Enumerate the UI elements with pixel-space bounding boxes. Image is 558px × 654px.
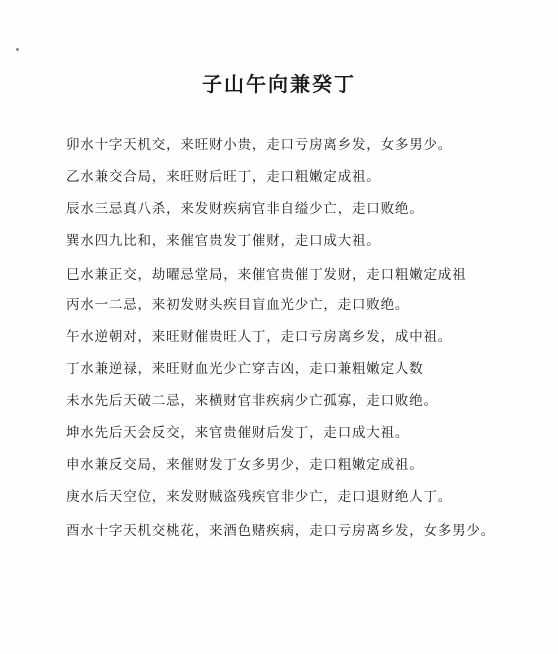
page-title: 子山午向兼癸丁 — [202, 72, 356, 96]
text-line: 坤水先后天会反交，来官贵催财后发丁，走口成大祖。 — [66, 425, 410, 441]
scan-speck — [16, 48, 19, 51]
text-line: 卯水十字天机交，来旺财小贵，走口亏房离乡发，女多男少。 — [66, 137, 453, 153]
text-line: 丙水一二忌，来初发财头疾目盲血光少亡，走口败绝。 — [66, 297, 410, 313]
text-line: 申水兼反交局，来催财发丁女多男少，走口粗嫩定成祖。 — [66, 457, 424, 473]
text-line: 酉水十字天机交桃花，来酒色赌疾病，走口亏房离乡发，女多男少。 — [66, 523, 495, 539]
text-line: 丁水兼逆禄，来旺财血光少亡穿吉凶，走口兼粗嫩定人数 — [66, 361, 424, 377]
text-line: 辰水三忌真八杀，来发财疾病官非自缢少亡，走口败绝。 — [66, 201, 424, 217]
text-line: 乙水兼交合局，来旺财后旺丁，走口粗嫩定成祖。 — [66, 169, 381, 185]
text-line: 庚水后天空位，来发财贼盗残疾官非少亡，走口退财绝人丁。 — [66, 489, 453, 505]
text-line: 未水先后天破二忌，来横财官非疾病少亡孤寡，走口败绝。 — [66, 393, 438, 409]
text-line: 午水逆朝对，来旺财催贵旺人丁，走口亏房离乡发，成中祖。 — [66, 329, 453, 345]
text-body — [66, 133, 536, 549]
text-line: 巽水四九比和，来催官贵发丁催财，走口成大祖。 — [66, 233, 381, 249]
text-line: 巳水兼正交，劫曜忌堂局，来催官贵催丁发财，走口粗嫩定成祖 — [66, 267, 467, 283]
